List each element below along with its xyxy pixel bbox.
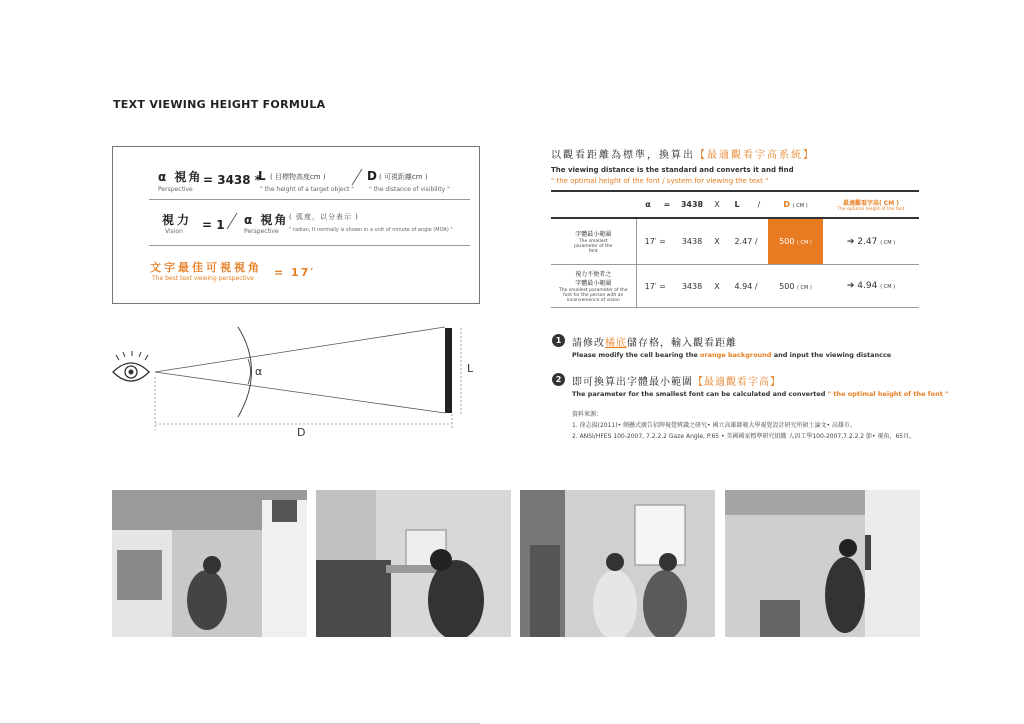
page-title: TEXT VIEWING HEIGHT FORMULA (113, 98, 326, 111)
cell-result-unit: ( CM ) (880, 284, 896, 290)
header-slash: / (750, 191, 768, 218)
step-1-en-c: and input the viewing distancce (773, 351, 892, 359)
cell-angle: 17′ = (636, 218, 674, 265)
row-label-cn: 字體最小範圍 (575, 230, 612, 238)
photo-pillar (725, 490, 920, 637)
photo-wall-sign (316, 490, 511, 637)
row-label (551, 265, 636, 308)
step-1-cn (572, 334, 737, 349)
slash-icon (350, 168, 364, 186)
radian-cn: ( 弧度，以分表示 ) (289, 213, 359, 221)
step-2-cn-b: 【最適觀看字高】 (693, 377, 781, 388)
D-distance-label: D (297, 426, 306, 439)
header-result-cn: 最適觀看字高( CM ) (842, 199, 900, 207)
header-L: L (724, 191, 750, 218)
alpha-label: α 視角 (158, 170, 203, 184)
divider (149, 245, 470, 246)
header-alpha: α (636, 191, 660, 218)
eq-3438: = 3438 * (203, 173, 262, 187)
photo-1-image (112, 490, 307, 637)
arrow-right-icon: ➔ (846, 281, 855, 291)
radian-en: " radian, It normally is shown in a unit of minute of angle (MOA) " (289, 227, 453, 233)
header-D-letter: D (783, 200, 790, 209)
viewing-diagram (105, 322, 490, 442)
right-title (551, 146, 815, 161)
step-2-en (572, 390, 948, 398)
best-perspective-en: The best text viewing perspective (152, 275, 254, 282)
D-en: " the distance of visibility " (369, 186, 450, 193)
right-title-highlight: 【最適觀看字高系統】 (695, 150, 815, 161)
header-result (823, 191, 919, 218)
table-row (551, 218, 919, 265)
row-label (551, 218, 636, 265)
photo-2-image (316, 490, 511, 637)
reference-item: 2. ANSI/HFES 100-2007, 7.2.2.2 Gaze Angle, P.65 • 美國國家標準研究組織 人因工學100-2007,7.2.2.2 節• 視角，65頁。 (572, 433, 916, 440)
photo-elevator (520, 490, 715, 637)
right-title-prefix: 以觀看距離為標準，換算出 (551, 150, 695, 161)
L-symbol: L (258, 169, 266, 183)
header-D (768, 191, 823, 218)
photo-corridor (112, 490, 307, 637)
arrow-right-icon: ➔ (846, 236, 855, 247)
slash-icon (225, 212, 239, 230)
photo-3-image (520, 490, 715, 637)
step-2-badge: 2 (552, 373, 565, 386)
row-label-en: The smallest parameter of the font for the person with an inconvenience of vision (559, 287, 628, 304)
cell-constant: 3438 (674, 265, 710, 308)
cell-distance-value: 500 (779, 237, 795, 246)
step-1-badge: 1 (552, 334, 565, 347)
step-2-cn (572, 373, 781, 388)
cell-x: X (710, 265, 724, 308)
header-D-unit: ( CM ) (792, 203, 808, 209)
divider (149, 199, 470, 200)
eye-icon (113, 351, 149, 381)
vision-label: 視力 (162, 213, 193, 227)
alpha-en: Perspective (158, 186, 193, 193)
reference-item: 1. 徐志揚(2011)• 側懸式廣告招牌視覺辨識之研究• 國立高雄師範大學視覺設計研究所碩士論文• 高雄市。 (572, 422, 856, 429)
step-2-cn-a: 即可換算出字體最小範圍 (572, 377, 693, 388)
photo-4-image (725, 490, 920, 637)
L-cn: ( 目標物高度cm ) (270, 173, 326, 181)
cell-distance (768, 265, 823, 308)
alpha-angle-label: α (255, 365, 263, 378)
eq-1: = 1 (202, 218, 225, 232)
cell-result-value: 4.94 (857, 281, 878, 291)
header-eq: = (660, 191, 674, 218)
cell-distance-unit: ( CM ) (796, 240, 812, 246)
table-row (551, 265, 919, 308)
step-1-cn-b: 橘底 (605, 338, 627, 349)
cell-L: 4.94 / (724, 265, 768, 308)
step-1-en-b: orange background (700, 351, 772, 359)
cell-distance-value: 500 (779, 281, 795, 291)
table-header-row (551, 191, 919, 218)
step-1-en-a: Please modify the cell bearing the (572, 351, 698, 359)
header-x: X (710, 191, 724, 218)
cell-angle: 17′ = (636, 265, 674, 308)
row-label-cn: 視力不便者之字體最小範圍 (575, 270, 612, 287)
cell-result (823, 218, 919, 265)
header-3438: 3438 (674, 191, 710, 218)
best-perspective-value: = 17′ (274, 266, 316, 279)
D-cn: ( 可視距離cm ) (379, 173, 428, 181)
L-height-label: L (467, 362, 474, 375)
cell-x: X (710, 218, 724, 265)
cell-constant: 3438 (674, 218, 710, 265)
cell-result (823, 265, 919, 308)
vision-en: Vision (165, 228, 183, 235)
D-symbol: D (367, 169, 377, 183)
step-2-en-a: The parameter for the smallest font can be calculated and converted (572, 390, 826, 398)
row-label-en: The smallest parameter of the font (574, 238, 613, 255)
cell-L: 2.47 / (724, 218, 768, 265)
cell-distance-input[interactable] (768, 218, 823, 265)
right-subtitle-orange: " the optimal height of the font / system for viewing the text " (551, 177, 769, 185)
best-perspective-label: 文字最佳可視視角 (150, 261, 262, 274)
step-2-en-b: " the optimal height of the font " (827, 390, 949, 398)
step-1-en (572, 351, 891, 359)
step-1-cn-a: 請修改 (572, 338, 605, 349)
cell-result-unit: ( CM ) (880, 239, 896, 246)
cell-result-value: 2.47 (857, 236, 878, 247)
alpha-en-2: Perspective (244, 228, 279, 235)
L-en: " the height of a target object " (260, 186, 355, 193)
step-1-cn-c: 儲存格，輸入觀看距離 (627, 338, 737, 349)
header-result-en: The optimal height of the font (837, 206, 905, 212)
alpha-label-2: α 視角 (244, 213, 289, 227)
parameter-table (551, 190, 919, 308)
cell-distance-unit: ( CM ) (796, 284, 812, 291)
references-title: 資料來源： (572, 411, 603, 418)
right-subtitle: The viewing distance is the standard and converts it and find (551, 166, 794, 174)
